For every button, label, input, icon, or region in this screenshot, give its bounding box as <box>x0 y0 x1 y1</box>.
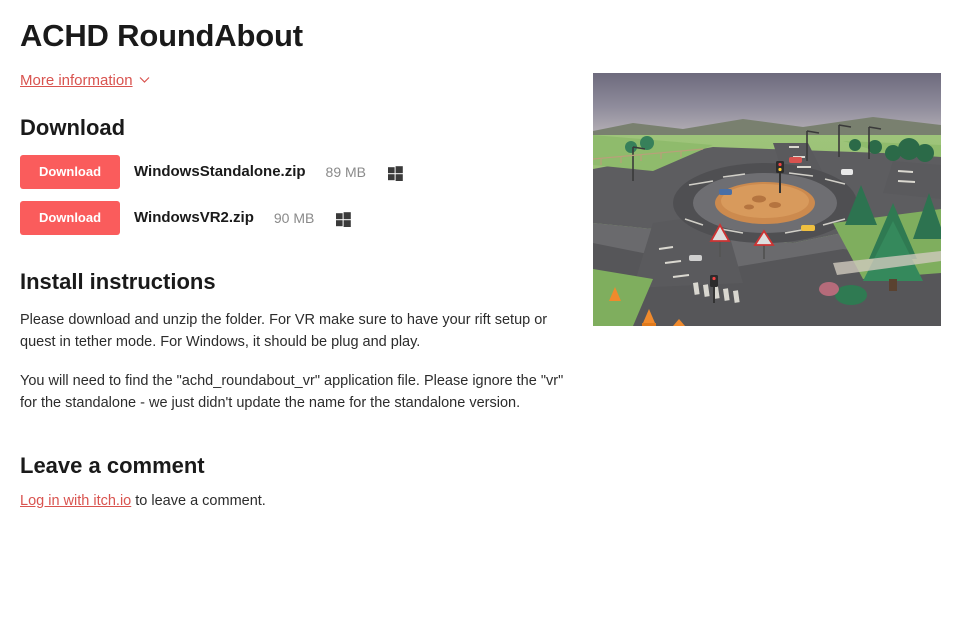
login-with-itchio-link[interactable]: Log in with itch.io <box>20 492 132 509</box>
download-row <box>20 155 580 189</box>
page-title: ACHD RoundAbout <box>20 18 303 53</box>
install-paragraph: You will need to find the "achd_roundabout_vr" application file. Please ignore the "vr" for the standalone - we just didn't update the name for the standalone version. <box>20 372 564 412</box>
download-button-windows-standalone[interactable]: Download <box>20 155 120 189</box>
comments-heading: Leave a comment <box>20 452 205 478</box>
download-heading: Download <box>20 114 126 140</box>
download-list <box>20 155 580 235</box>
install-heading: Install instructions <box>20 268 216 294</box>
windows-icon <box>388 166 403 181</box>
more-information-label[interactable]: More information <box>20 71 133 89</box>
download-file-name: WindowsVR2.zip <box>134 209 254 227</box>
download-file-name: WindowsStandalone.zip <box>134 163 306 181</box>
download-row <box>20 201 580 235</box>
download-file-size: 90 MB <box>273 209 315 226</box>
chevron-down-icon <box>139 74 150 85</box>
comment-login-line <box>20 493 580 509</box>
download-button-windows-vr2[interactable]: Download <box>20 201 120 235</box>
install-paragraph: Please download and unzip the folder. For VR make sure to have your rift setup or quest in tether mode. For Windows, it should be plug and play. <box>20 311 548 351</box>
comment-trailing-text: to leave a comment. <box>131 492 266 509</box>
game-screenshot[interactable] <box>593 73 941 326</box>
windows-icon <box>336 212 351 227</box>
content-column <box>20 115 580 509</box>
download-file-size: 89 MB <box>325 163 367 180</box>
